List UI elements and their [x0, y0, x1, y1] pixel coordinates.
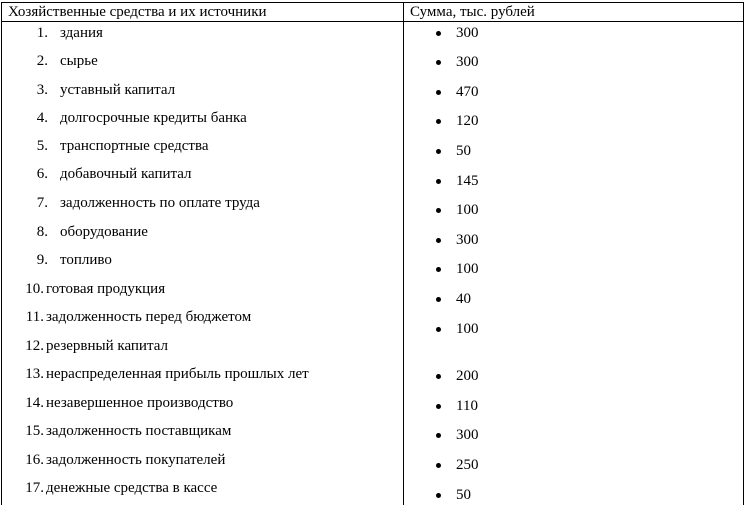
item-label: добавочный капитал — [60, 166, 192, 182]
bullet-icon — [436, 60, 441, 65]
bullet-icon — [436, 119, 441, 124]
item-number: 7. — [36, 195, 48, 211]
bullet-icon — [436, 238, 441, 243]
value-amount: 100 — [456, 202, 479, 218]
value-amount: 100 — [456, 321, 479, 337]
item-label: готовая продукция — [46, 281, 166, 297]
item-number: 4. — [36, 110, 48, 126]
value-amount: 300 — [456, 25, 479, 41]
item-label: задолженность покупателей — [46, 452, 226, 468]
item-number: 14. — [25, 395, 44, 411]
item-number: 2. — [36, 53, 48, 69]
value-amount: 250 — [456, 457, 479, 473]
item-number: 11. — [25, 309, 44, 325]
bullet-icon — [436, 433, 441, 438]
bullet-icon — [436, 327, 441, 332]
item-label: сырье — [60, 53, 98, 69]
item-label: долгосрочные кредиты банка — [60, 110, 247, 126]
value-amount: 120 — [456, 113, 479, 129]
value-amount: 300 — [456, 232, 479, 248]
item-number: 9. — [36, 252, 48, 268]
item-number: 13. — [25, 366, 44, 382]
item-label: резервный капитал — [46, 338, 168, 354]
value-amount: 300 — [456, 427, 479, 443]
item-number: 1. — [36, 25, 48, 41]
value-amount: 100 — [456, 261, 479, 277]
bullet-icon — [436, 149, 441, 154]
item-number: 5. — [36, 138, 48, 154]
bullet-icon — [436, 493, 441, 498]
item-number: 12. — [25, 338, 44, 354]
value-amount: 470 — [456, 84, 479, 100]
item-number: 17. — [25, 480, 44, 496]
items-list — [2, 3, 402, 505]
value-amount: 300 — [456, 54, 479, 70]
bullet-icon — [436, 297, 441, 302]
item-label: уставный капитал — [60, 82, 176, 98]
value-amount: 110 — [456, 398, 478, 414]
bullet-icon — [436, 267, 441, 272]
item-label: топливо — [60, 252, 112, 268]
value-amount: 50 — [456, 143, 471, 159]
item-label: здания — [60, 25, 103, 41]
item-label: задолженность перед бюджетом — [46, 309, 252, 325]
bullet-icon — [436, 90, 441, 95]
value-amount: 200 — [456, 368, 479, 384]
assets-table — [1, 2, 744, 505]
item-label: нераспределенная прибыль прошлых лет — [46, 366, 309, 382]
item-number: 6. — [36, 166, 48, 182]
item-number: 10. — [25, 281, 44, 297]
bullet-icon — [436, 179, 441, 184]
item-label: задолженность по оплате труда — [60, 195, 260, 211]
header-amount: Сумма, тыс. рублей — [410, 4, 535, 20]
item-label: задолженность поставщикам — [46, 423, 232, 439]
item-number: 15. — [25, 423, 44, 439]
item-label: денежные средства в кассе — [46, 480, 218, 496]
item-label: транспортные средства — [60, 138, 209, 154]
item-label: незавершенное производство — [46, 395, 234, 411]
value-amount: 50 — [456, 487, 471, 503]
bullet-icon — [436, 463, 441, 468]
bullet-icon — [436, 31, 441, 36]
value-amount: 40 — [456, 291, 471, 307]
bullet-icon — [436, 404, 441, 409]
item-label: оборудование — [60, 224, 148, 240]
value-amount: 145 — [456, 173, 479, 189]
bullet-icon — [436, 208, 441, 213]
item-number: 8. — [36, 224, 48, 240]
header-assets-sources: Хозяйственные средства и их источники — [8, 4, 267, 20]
bullet-icon — [436, 374, 441, 379]
values-list — [404, 3, 744, 505]
item-number: 16. — [25, 452, 44, 468]
item-number: 3. — [36, 82, 48, 98]
